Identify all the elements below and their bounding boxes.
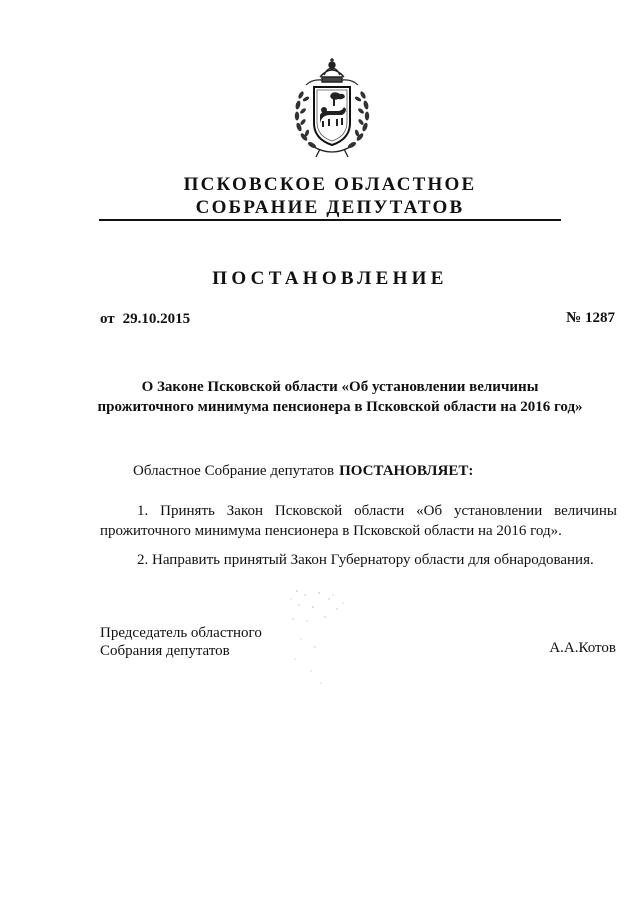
document-type: ПОСТАНОВЛЕНИЕ	[212, 268, 448, 289]
faint-signature-mark	[285, 583, 355, 693]
resolution-item-2: 2. Направить принятый Закон Губернатору области для обнародования.	[137, 552, 594, 568]
resolves-word: ПОСТАНОВЛЯЕТ:	[339, 463, 474, 479]
resolution-preamble	[133, 463, 473, 480]
resolution-item-1: 1. Принять Закон Псковской области «Об установлении величины прожиточного минимума пенсионера в Псковской области на 2016 год».	[100, 503, 617, 539]
document-date	[100, 311, 190, 328]
date-value: 29.10.2015	[122, 311, 191, 327]
date-prefix: от	[100, 311, 115, 327]
header-divider	[99, 219, 561, 221]
pskov-coat-of-arms-icon	[284, 55, 380, 163]
signatory-title-line2: Собрания депутатов	[100, 643, 230, 659]
document-subject	[90, 377, 590, 417]
subject-line2: прожиточного минимума пенсионера в Псковской области на 2016 год»	[97, 399, 583, 415]
signatory-title-line1: Председатель областного	[100, 625, 262, 641]
subject-line1: О Законе Псковской области «Об установлении величины	[141, 379, 539, 395]
resolves-prefix: Областное Собрание депутатов	[133, 463, 335, 479]
signatory-name: А.А.Котов	[549, 640, 616, 656]
organization-name-line1: ПСКОВСКОЕ ОБЛАСТНОЕ	[183, 174, 477, 195]
signatory-title	[100, 624, 262, 660]
document-number: № 1287	[566, 310, 615, 326]
organization-name-line2: СОБРАНИЕ ДЕПУТАТОВ	[195, 197, 465, 218]
